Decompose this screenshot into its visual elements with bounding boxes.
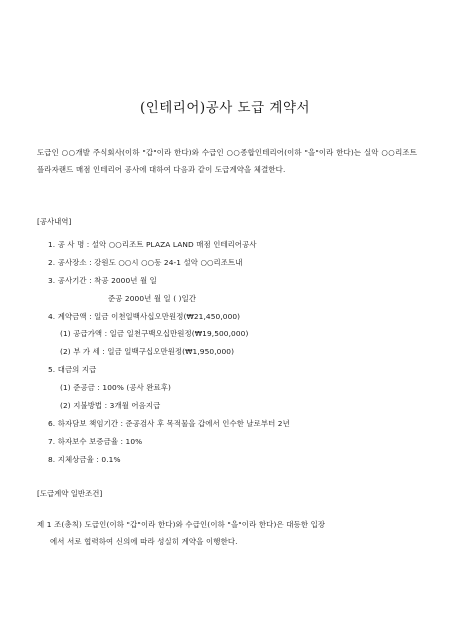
intro-paragraph: 도급인 ○○개발 주식회사(이하 "갑"이라 한다)와 수급인 ○○종합인테리어(이하 "을"이라 한다)는 실악 ○○리조트 플라자랜드 매점 인테리어 공사에 대하여 다음과 같이 도급계약을 체결한다.: [37, 148, 417, 174]
item-project-name: 1. 공 사 명 : 설악 ○○리조트 PLAZA LAND 매점 인테리어공사: [48, 240, 257, 249]
article-1-line-1: 제 1 조(총칙) 도급인(이하 "갑"이라 한다)와 수급인(이하 "을"이라 한다)은 대등한 입장: [37, 520, 326, 529]
item-supply-value: (1) 공급가액 : 일금 일천구백오십만원정(₩19,500,000): [60, 329, 249, 338]
item-warranty-deposit-rate: 7. 하자보수 보증금율 : 10%: [48, 437, 143, 446]
item-delay-penalty-rate: 8. 지체상금율 : 0.1%: [48, 455, 121, 464]
item-completion-payment: (1) 준공금 : 100% (공사 완료후): [60, 383, 172, 392]
item-project-period-end: 준공 2000년 월 일 ( )일간: [108, 294, 197, 303]
document-title: (인테리어)공사 도급 계약서: [139, 100, 311, 116]
item-vat: (2) 부 가 세 : 일금 일백구십오만원정(₩1,950,000): [60, 347, 235, 356]
item-project-location: 2. 공사장소 : 강원도 ○○시 ○○동 24-1 설악 ○○리조트내: [48, 258, 243, 267]
article-1-line-2: 에서 서로 협력하여 신의에 따라 성실히 계약을 이행한다.: [50, 537, 238, 546]
item-payment-method: (2) 지불방법 : 3개월 어음지급: [60, 401, 161, 410]
article-1: [37, 516, 419, 550]
item-payment: 5. 대금의 지급: [48, 365, 97, 374]
section-heading-work-details: [공사내역]: [37, 217, 72, 226]
section-heading-general-conditions: [도급계약 일반조건]: [37, 489, 103, 498]
item-project-period-start: 3. 공사기간 : 착공 2000년 월 일: [48, 276, 157, 285]
item-contract-amount: 4. 계약금액 : 일금 이천일백사십오만원정(₩21,450,000): [48, 312, 241, 321]
item-warranty-period: 6. 하자담보 책임기간 : 준공검사 후 목적물을 갑에서 인수한 날로부터 2년: [48, 419, 290, 428]
